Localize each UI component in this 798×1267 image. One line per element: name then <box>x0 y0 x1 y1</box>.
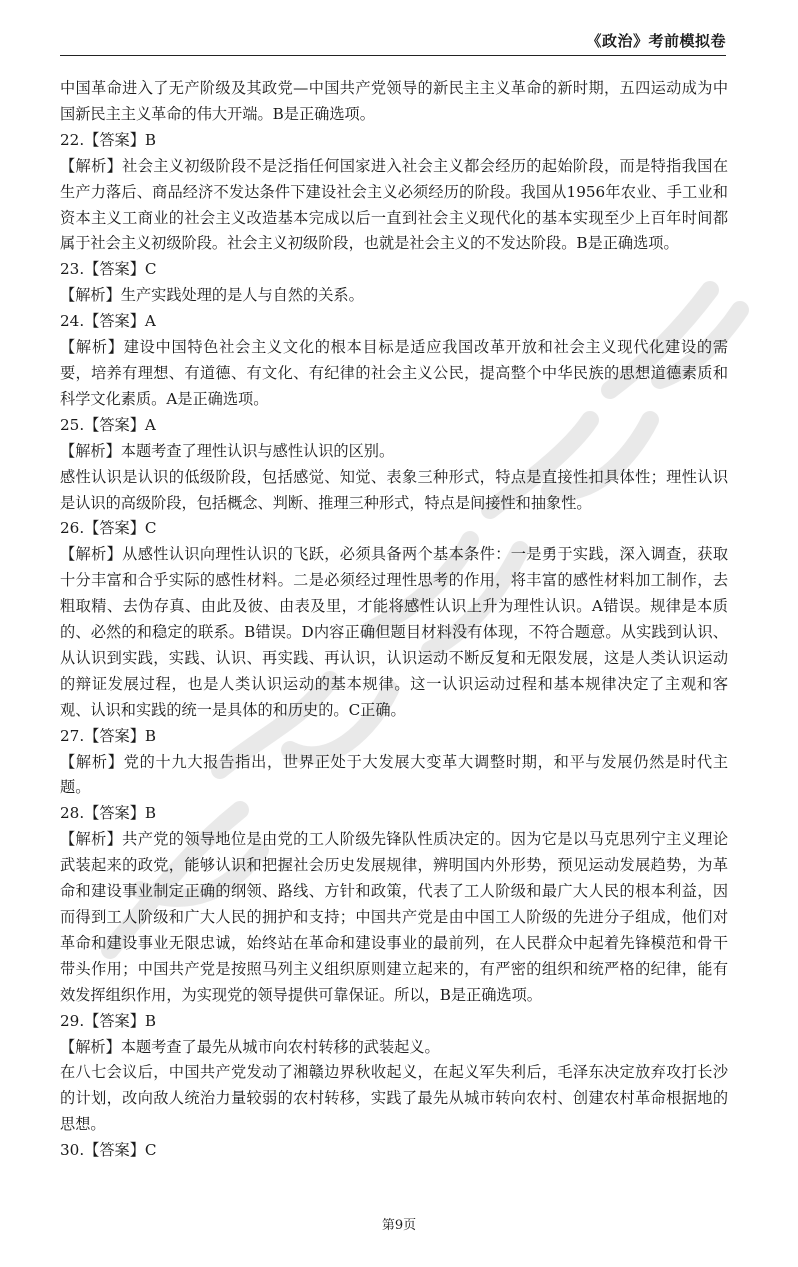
answer-line: 25.【答案】A <box>60 415 156 434</box>
answer-explanations <box>60 76 728 1164</box>
explanation-paragraph: 【解析】本题考查了理性认识与感性认识的区别。 <box>60 441 395 460</box>
explanation-paragraph: 感性认识是认识的低级阶段，包括感觉、知觉、表象三种形式，特点是直接性扣具体性；理性认识是认识的高级阶段，包括概念、判断、推理三种形式，特点是间接性和抽象性。 <box>60 467 728 512</box>
explanation-paragraph: 【解析】共产党的领导地位是由党的工人阶级先锋队性质决定的。因为它是以马克思列宁主义理论武装起来的政党，能够认识和把握社会历史发展规律，辨明国内外形势，预见运动发展趋势，为革命和建设事业制定正确的纲领、路线、方针和政策，代表了工人阶级和最广大人民的根本利益，因而得到工人阶级和广大人民的拥护和支持；中国共产党是由中国工人阶级的先进分子组成，他们对革命和建设事业无限忠诚，始终站在革命和建设事业的最前列，在人民群众中起着先锋模范和骨干带头作用；中国共产党是按照马列主义组织原则建立起来的，有严密的组织和统严格的纪律，能有效发挥组织作用，为实现党的领导提供可靠保证。所以，B是正确选项。 <box>60 830 728 1004</box>
answer-line: 22.【答案】B <box>60 130 157 149</box>
answer-line: 27.【答案】B <box>60 726 157 745</box>
document-header-title: 《政治》考前模拟卷 <box>586 32 726 50</box>
explanation-paragraph: 【解析】党的十九大报告指出，世界正处于大发展大变革大调整时期，和平与发展仍然是时代主题。 <box>60 752 728 797</box>
answer-line: 29.【答案】B <box>60 1011 157 1030</box>
explanation-paragraph: 【解析】生产实践处理的是人与自然的关系。 <box>60 286 364 305</box>
explanation-paragraph: 【解析】社会主义初级阶段不是泛指任何国家进入社会主义都会经历的起始阶段，而是特指我国在生产力落后、商品经济不发达条件下建设社会主义必须经历的阶段。我国从1956年农业、手工业和资本主义工商业的社会主义改造基本完成以后一直到社会主义现代化的基本实现至少上百年时间都属于社会主义初级阶段。社会主义初级阶段，也就是社会主义的不发达阶段。B是正确选项。 <box>60 156 728 253</box>
answer-line: 30.【答案】C <box>60 1141 157 1160</box>
explanation-paragraph: 【解析】建设中国特色社会主义文化的根本目标是适应我国改革开放和社会主义现代化建设的需要，培养有理想、有道德、有文化、有纪律的社会主义公民，提高整个中华民族的思想道德素质和科学文化素质。A是正确选项。 <box>60 338 728 408</box>
explanation-paragraph: 在八七会议后，中国共产党发动了湘赣边界秋收起义，在起义军失利后，毛泽东决定放弃攻打长沙的计划，改向敌人统治力量较弱的农村转移，实践了最先从城市转向农村、创建农村革命根据地的思想。 <box>60 1063 728 1134</box>
header-divider <box>60 55 726 56</box>
explanation-paragraph: 【解析】本题考查了最先从城市向农村转移的武装起义。 <box>60 1037 440 1056</box>
explanation-paragraph: 【解析】从感性认识向理性认识的飞跃，必须具备两个基本条件：一是勇于实践，深入调查，获取十分丰富和合乎实际的感性材料。二是必须经过理性思考的作用，将丰富的感性材料加工制作，去粗取精、去伪存真、由此及彼、由表及里，才能将感性认识上升为理性认识。A错误。规律是本质的、必然的和稳定的联系。B错误。D内容正确但题目材料没有体现，不符合题意。从实践到认识、从认识到实践，实践、认识、再实践、再认识，认识运动不断反复和无限发展，这是人类认识运动的辩证发展过程，也是人类认识运动的基本规律。这一认识运动过程和基本规律决定了主观和客观、认识和实践的统一是具体的和历史的。C正确。 <box>60 545 728 719</box>
page-number: 第9页 <box>381 1218 417 1233</box>
answer-line: 26.【答案】C <box>60 519 157 538</box>
answer-line: 28.【答案】B <box>60 804 157 823</box>
paragraph: 中国革命进入了无产阶级及其政党—中国共产党领导的新民主主义革命的新时期，五四运动成为中国新民主主义革命的伟大开端。B是正确选项。 <box>60 79 728 123</box>
answer-line: 24.【答案】A <box>60 312 156 331</box>
answer-line: 23.【答案】C <box>60 260 157 279</box>
